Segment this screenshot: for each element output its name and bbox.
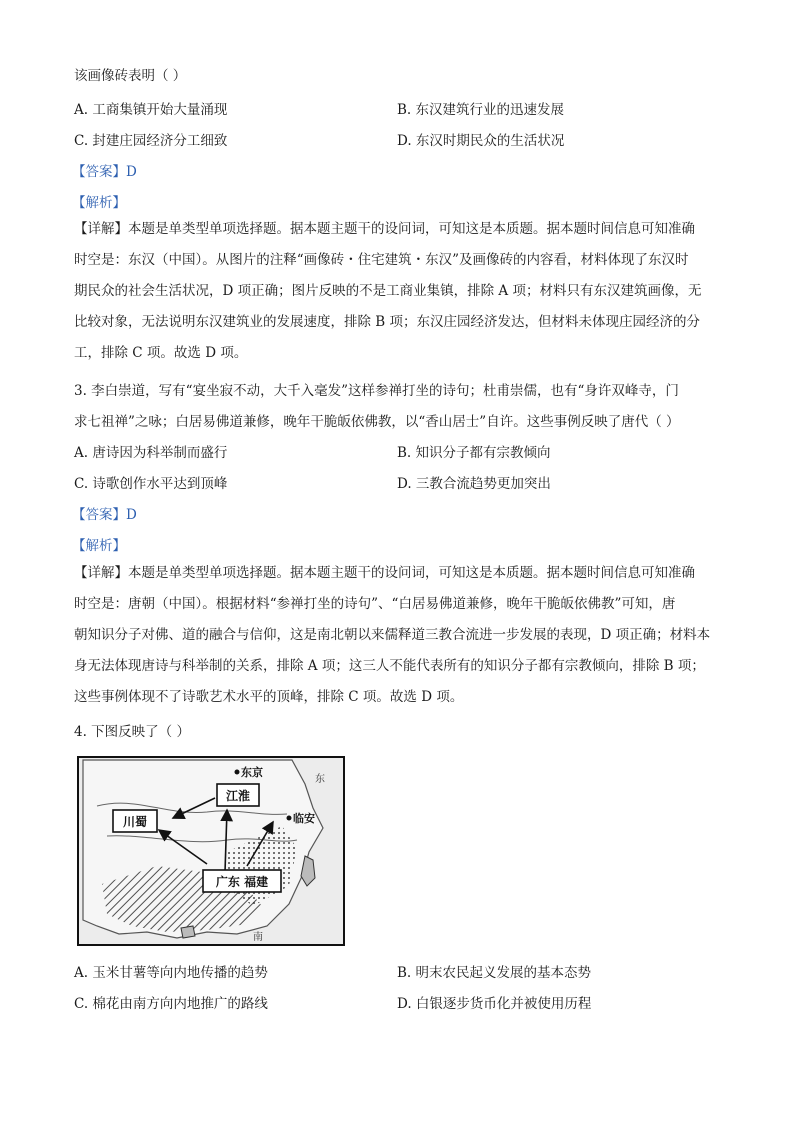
label-dong: 东 xyxy=(315,774,325,785)
q2-answer: 【答案】D xyxy=(72,164,137,180)
q2-detail-line: 【详解】本题是单类型单项选择题。据本题主题干的设问词，可知这是本质题。据本题时间信息可知准确 xyxy=(74,221,695,237)
q2-stem: 该画像砖表明（ ） xyxy=(74,68,187,84)
q2-detail-line: 时空是：东汉（中国）。从图片的注释“画像砖・住宅建筑・东汉”及画像砖的内容看，材料体现了东汉时 xyxy=(74,252,689,268)
q4-map xyxy=(77,756,345,946)
q3-detail-line: 这些事例体现不了诗歌艺术水平的顶峰，排除 C 项。故选 D 项。 xyxy=(74,689,464,705)
q3-analysis-heading: 【解析】 xyxy=(72,538,126,554)
q3-option-b[interactable]: B. 知识分子都有宗教倾向 xyxy=(397,445,551,461)
q3-stem-line: 求七祖禅”之咏；白居易佛道兼修，晚年干脆皈依佛教，以“香山居士”自许。这些事例反映了唐代（ ） xyxy=(74,414,680,430)
q3-detail-line: 身无法体现唐诗与科举制的关系，排除 A 项；这三人不能代表所有的知识分子都有宗教倾向，排除 B 项； xyxy=(74,658,705,674)
q3-stem-line: 3. 李白崇道，写有“宴坐寂不动，大千入毫发”这样参禅打坐的诗句；杜甫崇儒，也有“身许双峰寺，门 xyxy=(74,383,679,399)
q4-option-d[interactable]: D. 白银逐步货币化并被使用历程 xyxy=(397,996,592,1012)
q3-option-d[interactable]: D. 三教合流趋势更加突出 xyxy=(397,476,551,492)
city-linan-marker xyxy=(287,816,292,821)
q4-stem: 4. 下图反映了（ ） xyxy=(74,724,190,740)
q3-detail xyxy=(74,558,724,713)
label-jianghuai: 江淮 xyxy=(225,789,251,803)
q2-detail-line: 比较对象，无法说明东汉建筑业的发展速度，排除 B 项；东汉庄园经济发达，但材料未体现庄园经济的分 xyxy=(74,314,701,330)
q2-analysis-heading: 【解析】 xyxy=(72,195,126,211)
q2-option-a[interactable]: A. 工商集镇开始大量涌现 xyxy=(74,102,228,118)
q3-detail-line: 朝知识分子对佛、道的融合与信仰，这是南北朝以来儒释道三教合流进一步发展的表现，D 项正确；材料本 xyxy=(74,627,711,643)
q4-option-c[interactable]: C. 棉花由南方向内地推广的路线 xyxy=(74,996,268,1012)
q2-option-d[interactable]: D. 东汉时期民众的生活状况 xyxy=(397,133,565,149)
q2-detail-line: 工，排除 C 项。故选 D 项。 xyxy=(74,345,248,361)
q3-option-c[interactable]: C. 诗歌创作水平达到顶峰 xyxy=(74,476,228,492)
q2-detail xyxy=(74,214,724,369)
label-guangdong-fujian: 广东 福建 xyxy=(215,875,269,889)
q4-option-b[interactable]: B. 明末农民起义发展的基本态势 xyxy=(397,965,592,981)
label-nan: 南 xyxy=(253,932,263,943)
q3-stem xyxy=(74,376,724,438)
q3-option-a[interactable]: A. 唐诗因为科举制而盛行 xyxy=(74,445,228,461)
q3-detail-line: 【详解】本题是单类型单项选择题。据本题主题干的设问词，可知这是本质题。据本题时间信息可知准确 xyxy=(74,565,695,581)
label-chuanshu: 川蜀 xyxy=(122,815,148,829)
city-dongjing-marker xyxy=(235,770,240,775)
q2-option-c[interactable]: C. 封建庄园经济分工细致 xyxy=(74,133,228,149)
q3-answer: 【答案】D xyxy=(72,507,137,523)
label-dongjing: 东京 xyxy=(241,766,263,779)
q4-option-a[interactable]: A. 玉米甘薯等向内地传播的趋势 xyxy=(74,965,268,981)
map-hainan xyxy=(181,926,195,938)
q3-detail-line: 时空是：唐朝（中国）。根据材料“参禅打坐的诗句”、“白居易佛道兼修，晚年干脆皈依佛教”可知，唐 xyxy=(74,596,676,612)
q2-option-b[interactable]: B. 东汉建筑行业的迅速发展 xyxy=(397,102,565,118)
q2-detail-line: 期民众的社会生活状况，D 项正确；图片反映的不是工商业集镇，排除 A 项；材料只有东汉建筑画像，无 xyxy=(74,283,702,299)
label-linan: 临安 xyxy=(293,812,315,825)
